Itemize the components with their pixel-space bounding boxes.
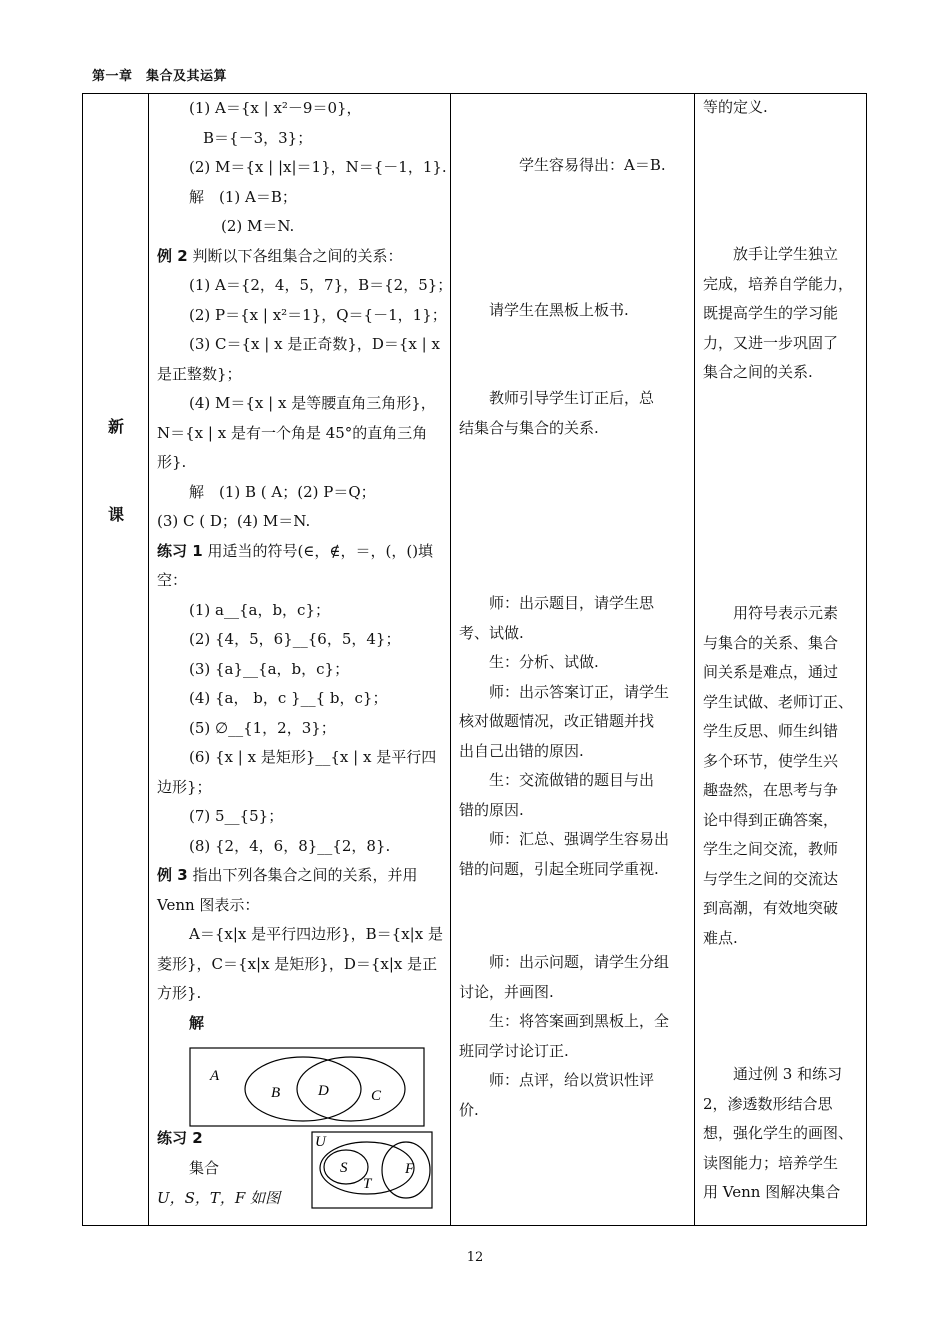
venn-label-t: T (363, 1176, 372, 1192)
venn-label-s: S (340, 1160, 348, 1176)
chapter-header: 第一章 集合及其运算 (92, 69, 228, 84)
intent-p2: 用符号表示元素 与集合的关系、集合 间关系是难点，通过 学生试做、老师订正、 学生反思、师生纠错 多个环节，使学生兴 趣盎然，在思考与争 论中得到正确答案， 学生之间交流，教师 与学生之间的交流达 到高潮，有效地突破 难点. (703, 604, 854, 947)
ex2-solution-2: (3) C ( D；(4) M＝N. (157, 512, 311, 530)
ex3-solution-label: 解 (189, 1013, 205, 1032)
ex2-solution-1: 解 (1) B ( A；(2) P＝Q； (189, 482, 376, 501)
ex2-line-4a: (4) M＝{x | x 是等腰直角三角形}， (189, 394, 436, 412)
ex2-line-2: (2) P＝{x | x²＝1}，Q＝{－1，1}； (189, 305, 447, 324)
venn-label-b: B (271, 1085, 281, 1101)
ex3-line-4: 菱形}，C＝{x|x 是矩形}，D＝{x|x 是正 (157, 954, 438, 973)
ex3-line-5: 方形}. (157, 984, 202, 1002)
pr1-item: 边形}； (157, 777, 212, 796)
page-number: 12 (466, 1250, 484, 1265)
section-label-xin: 新 (107, 417, 124, 436)
pr2-line-3: U，S，T，F 如图 (157, 1189, 281, 1207)
pr1-item: (4) {a， b，c }__{ b，c}； (189, 689, 388, 707)
pr1-item: (1) a__{a，b，c}； (189, 600, 330, 619)
ex2-line-1: (1) A＝{2，4，5，7}，B＝{2，5}； (189, 276, 453, 294)
pr2-title: 练习 2 (157, 1129, 203, 1147)
ex1-line-3: (2) M＝{x | |x|＝1}，N＝{－1，1}. (189, 158, 447, 176)
ex3-title: 例 3 指出下列各集合之间的关系，并用 (157, 866, 418, 884)
pr1-item: (5) ∅__{1，2，3}； (189, 718, 336, 737)
pr2-line-2: 集合 (189, 1159, 220, 1177)
ex2-line-3a: (3) C＝{x | x 是正奇数}，D＝{x | x (189, 335, 440, 353)
pr1-item: (6) {x | x 是矩形}__{x | x 是平行四 (189, 748, 437, 766)
section-column (83, 94, 149, 1226)
venn-label-d: D (318, 1083, 329, 1099)
venn-label-f: F (405, 1161, 415, 1177)
ex1-line-1: (1) A＝{x | x²－9＝0}， (189, 99, 362, 117)
content-column (149, 94, 451, 1226)
ex2-line-3b: 是正整数}； (157, 364, 242, 383)
venn-universe-rect (190, 1048, 424, 1126)
ex3-line-3: A＝{x|x 是平行四边形}，B＝{x|x 是 (189, 925, 443, 943)
ex3-line-2: Venn 图表示： (157, 895, 260, 914)
intent-p1: 放手让学生独立 完成，培养自学能力， 既提高学生的学习能 力，又进一步巩固了 集合之间的关系. (703, 245, 854, 381)
venn-set-b (245, 1057, 361, 1121)
ex1-line-2: B＝{－3，3}； (203, 128, 313, 147)
venn-label-u: U (315, 1134, 326, 1150)
ex2-line-4b: N＝{x | x 是有一个角是 45°的直角三角 (157, 423, 428, 442)
intent-p3: 通过例 3 和练习 2，渗透数形结合思 想，强化学生的画图、 读图能力；培养学生 用 Venn 图解决集合 (703, 1065, 854, 1201)
venn-label-a: A (210, 1068, 220, 1084)
activity-p4: 师：出示题目，请学生思 考、试做. 生：分析、试做. 师：出示答案订正，请学生 核对做题情况，改正错题并找 出自己出错的原因. 生：交流做错的题目与出 错的原因. 师：汇总、强调学生容易出 错的问题，引起全班同学重视. (459, 594, 670, 878)
pr1-title-cont: 空： (157, 571, 188, 589)
lesson-table (82, 93, 867, 1226)
ex1-solution-2: (2) M＝N. (221, 217, 295, 235)
activity-p3b: 结集合与集合的关系. (459, 419, 599, 437)
pr1-item: (7) 5__{5}； (189, 807, 284, 825)
ex2-title: 例 2 判断以下各组集合之间的关系： (157, 246, 403, 265)
activity-p5: 师：出示问题，请学生分组 讨论，并画图. 生：将答案画到黑板上，全 班同学讨论订正. 师：点评，给以赏识性评 价. (459, 953, 670, 1119)
ex2-line-4c: 形}. (157, 453, 187, 471)
section-label-ke: 课 (107, 505, 124, 524)
intent-p0: 等的定义. (703, 98, 768, 116)
pr1-item: (3) {a}__{a，b，c}； (189, 659, 350, 678)
intent-column (695, 94, 867, 1226)
activity-p1: 学生容易得出：A＝B. (519, 156, 666, 174)
venn-set-c (297, 1057, 405, 1121)
venn-label-c: C (371, 1088, 382, 1104)
ex1-solution-1: 解 (1) A＝B； (189, 187, 297, 206)
pr1-item: (2) {4，5，6}__{6，5，4}； (189, 630, 401, 648)
activity-p3a: 教师引导学生订正后，总 (489, 389, 655, 407)
pr1-item: (8) {2，4，6，8}__{2，8}. (189, 836, 391, 855)
ex3-venn-diagram (181, 1042, 471, 1130)
activity-column (451, 94, 695, 1226)
activity-p2: 请学生在黑板上板书. (489, 301, 629, 319)
pr2-venn-diagram (310, 1130, 434, 1210)
pr2-block (157, 1130, 446, 1220)
pr1-title: 练习 1 用适当的符号(∈，∉，＝，(，()填 (157, 541, 434, 560)
